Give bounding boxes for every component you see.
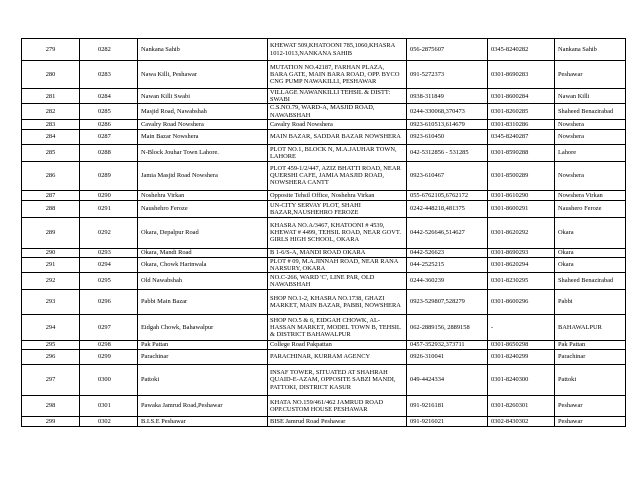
cell-city: Nawan Killi bbox=[555, 89, 626, 104]
cell-branch-name: Okara, Mandi Road bbox=[138, 248, 268, 257]
cell-mobile: 0301-8260301 bbox=[488, 396, 555, 417]
cell-address: INSAF TOWER, SITUATED AT SHAHRAH QUAID-E-AZAM, OPPOSITE SABZI MANDI, PATTOKI, DISTRICT KASUR bbox=[268, 365, 407, 396]
cell-city: Shaheed Benazirabad bbox=[555, 273, 626, 290]
cell-mobile: 0301-8260285 bbox=[488, 104, 555, 119]
cell-serial: 285 bbox=[22, 144, 80, 161]
cell-phone: 042-5312856 - 531285 bbox=[407, 144, 488, 161]
cell-serial: 294 bbox=[22, 315, 80, 341]
cell-branch-code: 0291 bbox=[80, 200, 138, 217]
cell-address: KHEWAT 509,KHATOONI 785,1060,KHASRA 1012-1013,NANKANA SAHIB bbox=[268, 39, 407, 61]
table-row bbox=[22, 129, 626, 144]
cell-serial: 287 bbox=[22, 190, 80, 200]
cell-branch-name: Old Nawabshah bbox=[138, 273, 268, 290]
cell-phone: 091-9216181 bbox=[407, 396, 488, 417]
cell-serial: 290 bbox=[22, 248, 80, 257]
cell-mobile: 0301-8240300 bbox=[488, 365, 555, 396]
cell-phone: 0442-526646,514627 bbox=[407, 217, 488, 248]
cell-branch-code: 0287 bbox=[80, 129, 138, 144]
cell-branch-name: Pattoki bbox=[138, 365, 268, 396]
cell-city: Peshawar bbox=[555, 417, 626, 427]
cell-branch-code: 0288 bbox=[80, 144, 138, 161]
cell-branch-code: 0289 bbox=[80, 161, 138, 190]
cell-serial: 284 bbox=[22, 129, 80, 144]
cell-branch-code: 0299 bbox=[80, 350, 138, 365]
table-row bbox=[22, 248, 626, 257]
cell-city: Pattoki bbox=[555, 365, 626, 396]
cell-branch-name: Masjid Road, Nawabshah bbox=[138, 104, 268, 119]
cell-address: College Road Pakpattan bbox=[268, 341, 407, 350]
cell-city: BAHAWALPUR bbox=[555, 315, 626, 341]
cell-branch-name: Okara, Depalpur Road bbox=[138, 217, 268, 248]
cell-branch-name: Naushehro Feroze bbox=[138, 200, 268, 217]
cell-city: Okara bbox=[555, 257, 626, 272]
cell-address: SHOP NO.1-2, KHASRA NO.1738, GHAZI MARKET, MAIN BAZAR, PABBI, NOWSHERA bbox=[268, 290, 407, 315]
cell-branch-name: Nankana Sahib bbox=[138, 39, 268, 61]
cell-serial: 279 bbox=[22, 39, 80, 61]
cell-phone: 0923-529807,528279 bbox=[407, 290, 488, 315]
cell-mobile: 0301-8610290 bbox=[488, 190, 555, 200]
table-row bbox=[22, 104, 626, 119]
cell-branch-name: B.I.S.E Peshawar bbox=[138, 417, 268, 427]
cell-branch-name: Pawaka Jamrud Road,Peshawar bbox=[138, 396, 268, 417]
cell-city: Pak Pattan bbox=[555, 341, 626, 350]
cell-address: PLOT # 09, M.A.JINNAH ROAD, NEAR RANA NARSURY, OKARA bbox=[268, 257, 407, 272]
cell-branch-code: 0284 bbox=[80, 89, 138, 104]
cell-branch-name: Pak Pattan bbox=[138, 341, 268, 350]
cell-phone: 0923-610467 bbox=[407, 161, 488, 190]
cell-branch-code: 0293 bbox=[80, 248, 138, 257]
table-row bbox=[22, 350, 626, 365]
cell-serial: 282 bbox=[22, 104, 80, 119]
cell-address: KHASRA NO.A/3467, KHATOONI # 4539, KHEWAT # 4499, TEHSIL ROAD, NEAR GOVT. GIRLS HIGH SCHOOL, OKARA bbox=[268, 217, 407, 248]
cell-mobile: 0301-8690283 bbox=[488, 61, 555, 89]
cell-phone: 049-4424334 bbox=[407, 365, 488, 396]
cell-serial: 291 bbox=[22, 257, 80, 272]
cell-city: Pabbi bbox=[555, 290, 626, 315]
cell-city: Okara bbox=[555, 248, 626, 257]
cell-address: Cavalry Road Nowshera bbox=[268, 119, 407, 129]
cell-branch-name: Nawan Killi Swabi bbox=[138, 89, 268, 104]
cell-address: PLOT 459-1/2/447, AZIZ BHATTI ROAD, NEAR QUERSHI CAFE, JAMIA MASJID ROAD, NOWSHERA CANTT bbox=[268, 161, 407, 190]
table-row bbox=[22, 89, 626, 104]
cell-phone: 044-2525215 bbox=[407, 257, 488, 272]
cell-address: NO.C-266, WARD 'C', LINE PAR, OLD NAWABSHAH bbox=[268, 273, 407, 290]
cell-serial: 288 bbox=[22, 200, 80, 217]
cell-address: MAIN BAZAR, SADDAR BAZAR NOWSHERA bbox=[268, 129, 407, 144]
cell-city: Nowshera bbox=[555, 129, 626, 144]
cell-address: SHOP NO.5 & 6, EIDGAH CHOWK, AL-HASSAN MARKET, MODEL TOWN B, TEHSIL & DISTRICT BAHAWALPUR bbox=[268, 315, 407, 341]
cell-branch-name: Jamia Masjid Road Nowshera bbox=[138, 161, 268, 190]
cell-branch-name: Noshehra Virkan bbox=[138, 190, 268, 200]
table-row bbox=[22, 257, 626, 272]
cell-address: PARACHINAR, KURRAM AGENCY bbox=[268, 350, 407, 365]
cell-serial: 295 bbox=[22, 341, 80, 350]
cell-branch-code: 0294 bbox=[80, 257, 138, 272]
cell-branch-code: 0286 bbox=[80, 119, 138, 129]
cell-mobile: 0301-8600296 bbox=[488, 290, 555, 315]
cell-city: Nowshera Virkan bbox=[555, 190, 626, 200]
table-row bbox=[22, 315, 626, 341]
cell-city: Okara bbox=[555, 217, 626, 248]
cell-branch-name: Okara, Chowk Harinwala bbox=[138, 257, 268, 272]
cell-phone: 0442-526623 bbox=[407, 248, 488, 257]
cell-address: B 1-6/S-A, MANDI ROAD OKARA bbox=[268, 248, 407, 257]
cell-city: Nowshera bbox=[555, 161, 626, 190]
cell-mobile: 0301-8600291 bbox=[488, 200, 555, 217]
cell-branch-code: 0301 bbox=[80, 396, 138, 417]
table-row bbox=[22, 417, 626, 427]
cell-branch-name: Main Bazar Nowshera bbox=[138, 129, 268, 144]
cell-mobile: 0345-8240287 bbox=[488, 129, 555, 144]
cell-city: Naushero Feroze bbox=[555, 200, 626, 217]
cell-city: Nankana Sahib bbox=[555, 39, 626, 61]
cell-address: UN-CITY SERVAY PLOT, SHAHI BAZAR,NAUSHEHRO FEROZE bbox=[268, 200, 407, 217]
cell-branch-name: Nawa Killi, Peshawar bbox=[138, 61, 268, 89]
cell-mobile: - bbox=[488, 315, 555, 341]
cell-branch-name: Eidgah Chowk, Bahawalpur bbox=[138, 315, 268, 341]
cell-city: Shaheed Benazirabad bbox=[555, 104, 626, 119]
cell-phone: 0244-360239 bbox=[407, 273, 488, 290]
cell-phone: 056-2875607 bbox=[407, 39, 488, 61]
table-row bbox=[22, 365, 626, 396]
table-row bbox=[22, 61, 626, 89]
cell-serial: 281 bbox=[22, 89, 80, 104]
cell-mobile: 0301-8590288 bbox=[488, 144, 555, 161]
cell-serial: 283 bbox=[22, 119, 80, 129]
cell-city: Nowshera bbox=[555, 119, 626, 129]
cell-branch-code: 0290 bbox=[80, 190, 138, 200]
table-row bbox=[22, 217, 626, 248]
cell-city: Parachinar bbox=[555, 350, 626, 365]
table-row bbox=[22, 200, 626, 217]
cell-mobile: 0345-8240282 bbox=[488, 39, 555, 61]
cell-phone: 062-2889156, 2889158 bbox=[407, 315, 488, 341]
cell-mobile: 0301-8240299 bbox=[488, 350, 555, 365]
cell-phone: 0242-448218,481375 bbox=[407, 200, 488, 217]
cell-branch-code: 0283 bbox=[80, 61, 138, 89]
cell-phone: 055-6762105,6762172 bbox=[407, 190, 488, 200]
cell-mobile: 0301-8500289 bbox=[488, 161, 555, 190]
table-row bbox=[22, 190, 626, 200]
cell-branch-code: 0285 bbox=[80, 104, 138, 119]
cell-branch-code: 0282 bbox=[80, 39, 138, 61]
cell-serial: 286 bbox=[22, 161, 80, 190]
cell-serial: 280 bbox=[22, 61, 80, 89]
cell-branch-code: 0297 bbox=[80, 315, 138, 341]
cell-mobile: 0301-8620292 bbox=[488, 217, 555, 248]
cell-city: Peshawar bbox=[555, 61, 626, 89]
cell-phone: 0923-610450 bbox=[407, 129, 488, 144]
cell-serial: 296 bbox=[22, 350, 80, 365]
cell-mobile: 0302-8430302 bbox=[488, 417, 555, 427]
cell-phone: 0926-310041 bbox=[407, 350, 488, 365]
branch-table-body bbox=[22, 39, 626, 427]
cell-mobile: 0301-8310286 bbox=[488, 119, 555, 129]
cell-branch-name: N-Block Jouhar Town Lahore. bbox=[138, 144, 268, 161]
table-row bbox=[22, 144, 626, 161]
table-row bbox=[22, 290, 626, 315]
cell-address: Opposite Tehsil Office, Noshehra Virkan bbox=[268, 190, 407, 200]
cell-mobile: 0301-8230295 bbox=[488, 273, 555, 290]
cell-address: MUTATION NO.42187, FARHAN PLAZA, BARA GATE, MAIN BARA ROAD, OPP. BYCO CNG PUMP NAWAKILLI, PESHAWAR bbox=[268, 61, 407, 89]
cell-city: Peshawar bbox=[555, 396, 626, 417]
cell-address: C.S.NO.79, WARD-A, MASJID ROAD, NAWABSHAH bbox=[268, 104, 407, 119]
cell-mobile: 0301-8620294 bbox=[488, 257, 555, 272]
cell-phone: 0457-352932,373711 bbox=[407, 341, 488, 350]
cell-branch-code: 0300 bbox=[80, 365, 138, 396]
cell-branch-code: 0298 bbox=[80, 341, 138, 350]
cell-serial: 297 bbox=[22, 365, 80, 396]
cell-branch-code: 0302 bbox=[80, 417, 138, 427]
table-row bbox=[22, 273, 626, 290]
cell-serial: 289 bbox=[22, 217, 80, 248]
cell-serial: 298 bbox=[22, 396, 80, 417]
cell-phone: 0244-330068,370473 bbox=[407, 104, 488, 119]
cell-phone: 0938-311849 bbox=[407, 89, 488, 104]
table-row bbox=[22, 39, 626, 61]
cell-phone: 091-9216021 bbox=[407, 417, 488, 427]
cell-serial: 299 bbox=[22, 417, 80, 427]
cell-mobile: 0301-8650298 bbox=[488, 341, 555, 350]
cell-branch-name: Parachinar bbox=[138, 350, 268, 365]
table-row bbox=[22, 341, 626, 350]
cell-branch-code: 0292 bbox=[80, 217, 138, 248]
cell-address: KHATA NO.159/461/462 JAMRUD ROAD OPP.CUSTOM HOUSE PESHAWAR bbox=[268, 396, 407, 417]
cell-phone: 091-5272373 bbox=[407, 61, 488, 89]
table-row bbox=[22, 161, 626, 190]
cell-serial: 292 bbox=[22, 273, 80, 290]
cell-address: VILLAGE NAWANKILLI TEHSIL & DISTT: SWABI bbox=[268, 89, 407, 104]
cell-mobile: 0301-8690293 bbox=[488, 248, 555, 257]
table-row bbox=[22, 119, 626, 129]
cell-branch-code: 0295 bbox=[80, 273, 138, 290]
cell-branch-name: Cavalry Road Nowshera bbox=[138, 119, 268, 129]
branch-table bbox=[21, 38, 626, 427]
cell-mobile: 0301-8600284 bbox=[488, 89, 555, 104]
cell-city: Lahore bbox=[555, 144, 626, 161]
cell-serial: 293 bbox=[22, 290, 80, 315]
cell-address: BISE Jamrud Road Peshawar bbox=[268, 417, 407, 427]
cell-address: PLOT NO.1, BLOCK N, M.A.JAUHAR TOWN, LAHORE bbox=[268, 144, 407, 161]
cell-phone: 0923-610513,614679 bbox=[407, 119, 488, 129]
cell-branch-code: 0296 bbox=[80, 290, 138, 315]
cell-branch-name: Pabbi Main Bazar bbox=[138, 290, 268, 315]
table-row bbox=[22, 396, 626, 417]
